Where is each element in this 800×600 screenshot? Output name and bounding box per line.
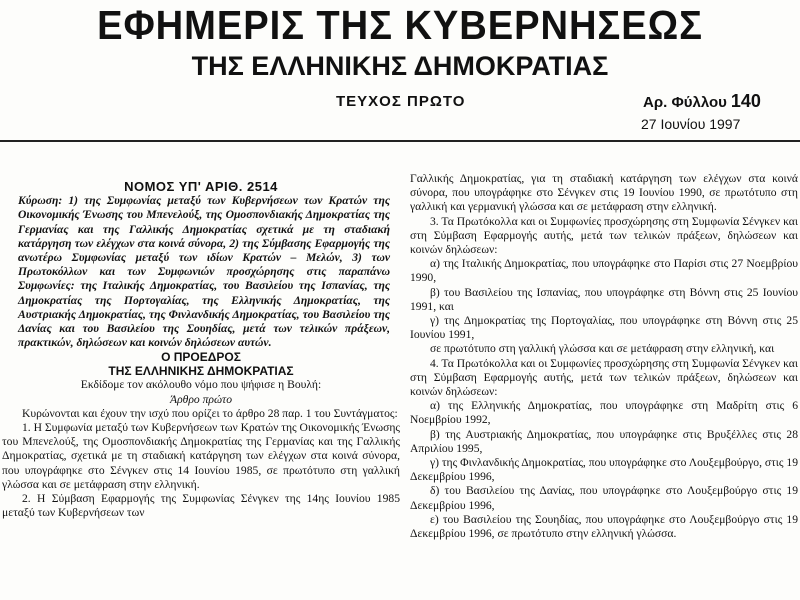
item-4d: δ) του Βασιλείου της Δανίας, που υπογράφηκε στο Λουξεμβούργο στις 19 Δεκεμβρίου 1996, <box>410 484 798 512</box>
item-4a: α) της Ελληνικής Δημοκρατίας, που υπογράφηκε στη Μαδρίτη στις 6 Νοεμβρίου 1992, <box>410 399 798 427</box>
left-column <box>2 180 400 520</box>
item-4b: β) της Αυστριακής Δημοκρατίας, που υπογράφηκε στις Βρυξέλλες στις 28 Απριλίου 1995, <box>410 427 798 455</box>
law-title: ΝΟΜΟΣ ΥΠ' ΑΡΙΘ. 2514 <box>124 179 278 194</box>
gazette-title: ΕΦΗΜΕΡΙΣ ΤΗΣ ΚΥΒΕΡΝΗΣΕΩΣ <box>97 2 703 48</box>
ratification-summary: Κύρωση: 1) της Συμφωνίας μεταξύ των Κυβερνήσεων των Κρατών της Οικονομικής Ένωσης του Μπενελούξ, της Ομοσπονδιακής Δημοκρατίας της Γερμανίας και της Γαλλικής Δημοκρατίας σχετικά με τη σταδιακή κατάργηση των ελέγχων στα κοινά σύνορα, 2) της Σύμβασης Εφαρμογής της ανωτέρω Συμφωνίας μεταξύ των ιδίων Κρατών – Μελών, 3) των Πρωτοκόλλων και των Συμφωνιών προσχώρησης στις παραπάνω Συμφωνίες: της Ιταλικής Δημοκρατίας, του Βασιλείου της Ισπανίας, της Δημοκρατίας της Πορτογαλίας, της Ελληνικής Δημοκρατίας, της Αυστριακής Δημοκρατίας, της Φινλανδικής Δημοκρατίας, του Βασιλείου της Δανίας και του Βασιλείου της Σουηδίας, μετά των τελικών πράξεων, πρακτικών, δηλώσεων και κοινών δηλώσεων αυτών. <box>18 194 390 350</box>
item-4e: ε) του Βασιλείου της Σουηδίας, που υπογράφηκε στο Λουξεμβούργο στις 19 Δεκεμβρίου 1996, σε πρωτότυπο στην ελληνική γλώσσα. <box>410 512 798 541</box>
sheet-number <box>643 91 761 112</box>
paragraph-2: 2. Η Σύμβαση Εφαρμογής της Συμφωνίας Σένγκεν της 14ης Ιουνίου 1985 μεταξύ των Κυβερνήσεων των <box>2 492 400 520</box>
right-column <box>410 172 798 541</box>
issue-label: ΤΕΥΧΟΣ ΠΡΩΤΟ <box>336 93 466 110</box>
paragraph-1: 1. Η Συμφωνία μεταξύ των Κυβερνήσεων των Κρατών της Οικονομικής Ένωσης του Μπενελούξ, της Ομοσπονδιακής Δημοκρατίας της Γερμανίας και της Γαλλικής Δημοκρατίας, σχετικά με τη σταδιακή κατάργηση των ελέγχων στα κοινά σύνορα, που υπογράφηκε στο Σένγκεν στις 14 Ιουνίου 1985, σε πρωτότυπο στη γαλλική γλώσσα και σε μετάφραση στην ελληνική. <box>2 421 400 491</box>
header-divider <box>0 140 800 142</box>
gazette-subtitle: ΤΗΣ ΕΛΛΗΝΙΚΗΣ ΔΗΜΟΚΡΑΤΙΑΣ <box>191 51 609 81</box>
paragraph-continuation: Γαλλικής Δημοκρατίας, για τη σταδιακή κατάργηση των ελέγχων στα κοινά σύνορα, που υπογράφηκε στο Σένγκεν στις 19 Ιουνίου 1990, σε πρωτότυπο στη γαλλική και γερμανική γλώσσα και σε μετάφραση στην ελληνική. <box>410 172 798 214</box>
issue-date: 27 Ιουνίου 1997 <box>641 116 741 132</box>
president-heading-2: ΤΗΣ ΕΛΛΗΝΙΚΗΣ ΔΗΜΟΚΡΑΤΙΑΣ <box>108 364 294 379</box>
sheet-number-value: 140 <box>730 91 761 111</box>
paragraph-intro: Κυρώνονται και έχουν την ισχύ που ορίζει το άρθρο 28 παρ. 1 του Συντάγματος: <box>22 406 398 420</box>
article-heading: Άρθρο πρώτο <box>169 392 232 406</box>
paragraph-4: 4. Τα Πρωτόκολλα και οι Συμφωνίες προσχώρησης στη Συμφωνία Σένγκεν και στη Σύμβαση Εφαρμογής αυτής, μετά των τελικών πράξεων, δηλώσεων και κοινών δηλώσεων: <box>410 356 798 399</box>
sheet-label: Αρ. Φύλλου <box>643 94 727 111</box>
masthead <box>0 2 800 82</box>
item-3c: γ) της Δημοκρατίας της Πορτογαλίας, που υπογράφηκε στη Βόννη στις 25 Ιουνίου 1991, <box>410 314 798 342</box>
item-3d: σε πρωτότυπο στη γαλλική γλώσσα και σε μετάφραση στην ελληνική, και <box>430 342 775 356</box>
paragraph-3: 3. Τα Πρωτόκολλα και οι Συμφωνίες προσχώρησης στη Συμφωνία Σένγκεν και στη Σύμβαση Εφαρμογής αυτής, μετά των τελικών πράξεων, δηλώσεων και κοινών δηλώσεων: <box>410 214 798 257</box>
president-heading-1: Ο ΠΡΟΕΔΡΟΣ <box>161 350 241 365</box>
issue-law-line: Εκδίδομε τον ακόλουθο νόμο που ψήφισε η Βουλή: <box>80 378 322 392</box>
item-4c: γ) της Φινλανδικής Δημοκρατίας, που υπογράφηκε στο Λουξεμβούργο, στις 19 Δεκεμβρίου 1996, <box>410 456 798 484</box>
item-3a: α) της Ιταλικής Δημοκρατίας, που υπογράφηκε στο Παρίσι στις 27 Νοεμβρίου 1990, <box>410 257 798 285</box>
item-3b: β) του Βασιλείου της Ισπανίας, που υπογράφηκε στη Βόννη στις 25 Ιουνίου 1991, και <box>410 285 798 313</box>
